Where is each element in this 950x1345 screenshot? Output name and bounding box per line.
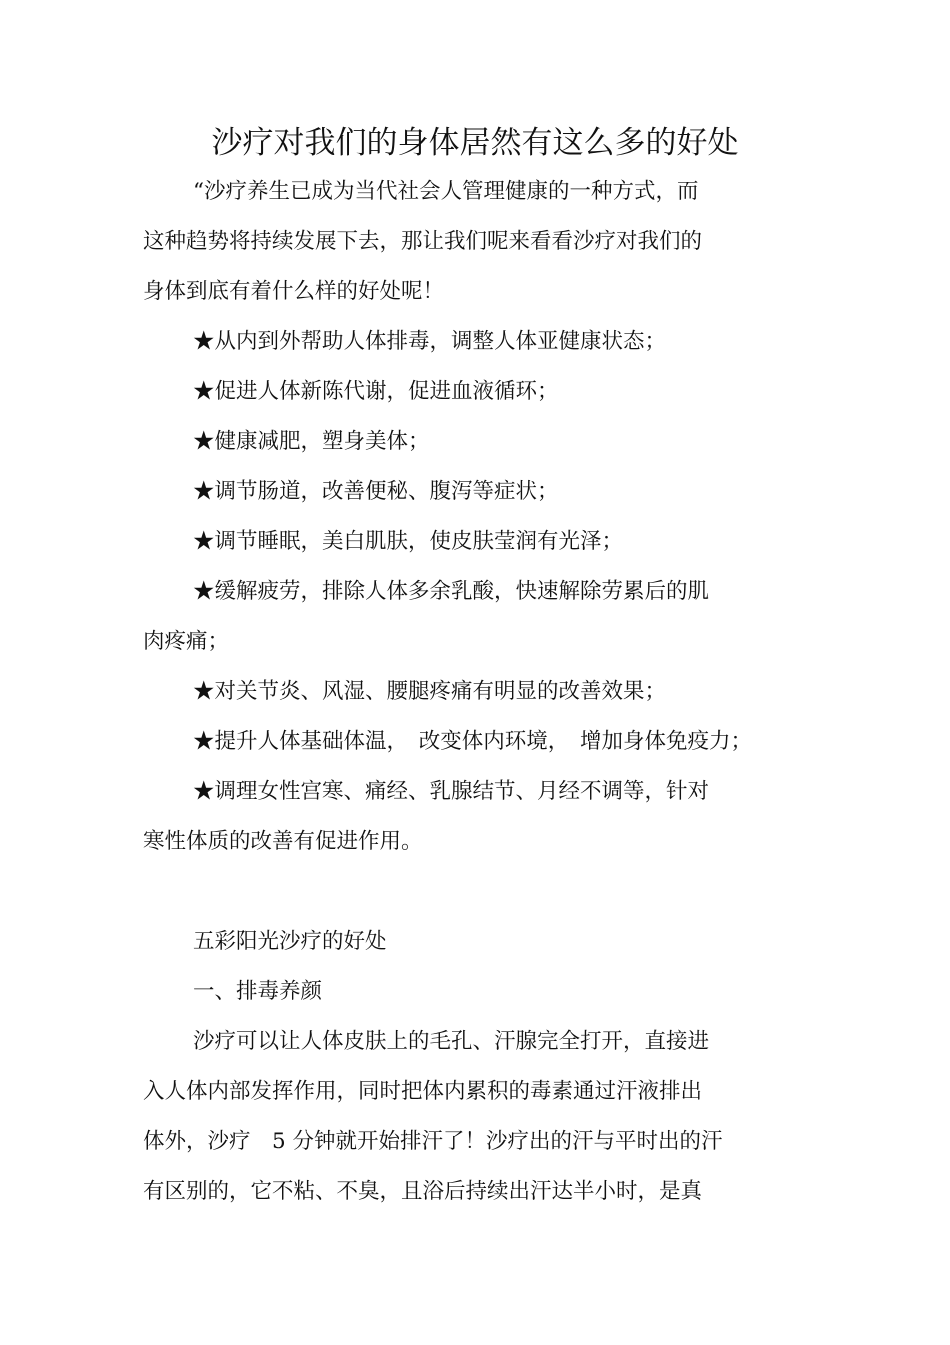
intro-line: 这种趋势将持续发展下去，那让我们呢来看看沙疗对我们的 xyxy=(143,229,703,254)
body-line: 体外，沙疗 5 分钟就开始排汗了！沙疗出的汗与平时出的汗 xyxy=(143,1129,723,1154)
benefit-item: ★提升人体基础体温， 改变体内环境， 增加身体免疫力； xyxy=(193,729,753,754)
benefit-item: ★调理女性宫寒、痛经、乳腺结节、月经不调等，针对 xyxy=(193,779,710,804)
subsection-heading: 一、排毒养颜 xyxy=(193,979,323,1004)
benefit-item: ★从内到外帮助人体排毒，调整人体亚健康状态； xyxy=(193,329,667,354)
section-heading: 五彩阳光沙疗的好处 xyxy=(193,929,387,954)
intro-line: “沙疗养生已成为当代社会人管理健康的一种方式，而 xyxy=(193,179,699,204)
document-title: 沙疗对我们的身体居然有这么多的好处 xyxy=(211,125,739,161)
benefit-item: ★促进人体新陈代谢，促进血液循环； xyxy=(193,379,559,404)
body-line: 入人体内部发挥作用，同时把体内累积的毒素通过汗液排出 xyxy=(143,1079,703,1104)
intro-line: 身体到底有着什么样的好处呢！ xyxy=(143,279,445,304)
benefit-item: ★健康减肥，塑身美体； xyxy=(193,429,430,454)
benefit-item-continuation: 寒性体质的改善有促进作用。 xyxy=(143,829,423,854)
benefit-item-continuation: 肉疼痛； xyxy=(143,629,230,654)
benefit-item: ★缓解疲劳，排除人体多余乳酸，快速解除劳累后的肌 xyxy=(193,579,710,604)
body-line: 有区别的，它不粘、不臭，且浴后持续出汗达半小时，是真 xyxy=(143,1179,703,1204)
body-line: 沙疗可以让人体皮肤上的毛孔、汗腺完全打开，直接进 xyxy=(193,1029,710,1054)
benefit-item: ★对关节炎、风湿、腰腿疼痛有明显的改善效果； xyxy=(193,679,667,704)
benefit-item: ★调节肠道，改善便秘、腹泻等症状； xyxy=(193,479,559,504)
benefit-item: ★调节睡眠，美白肌肤，使皮肤莹润有光泽； xyxy=(193,529,624,554)
